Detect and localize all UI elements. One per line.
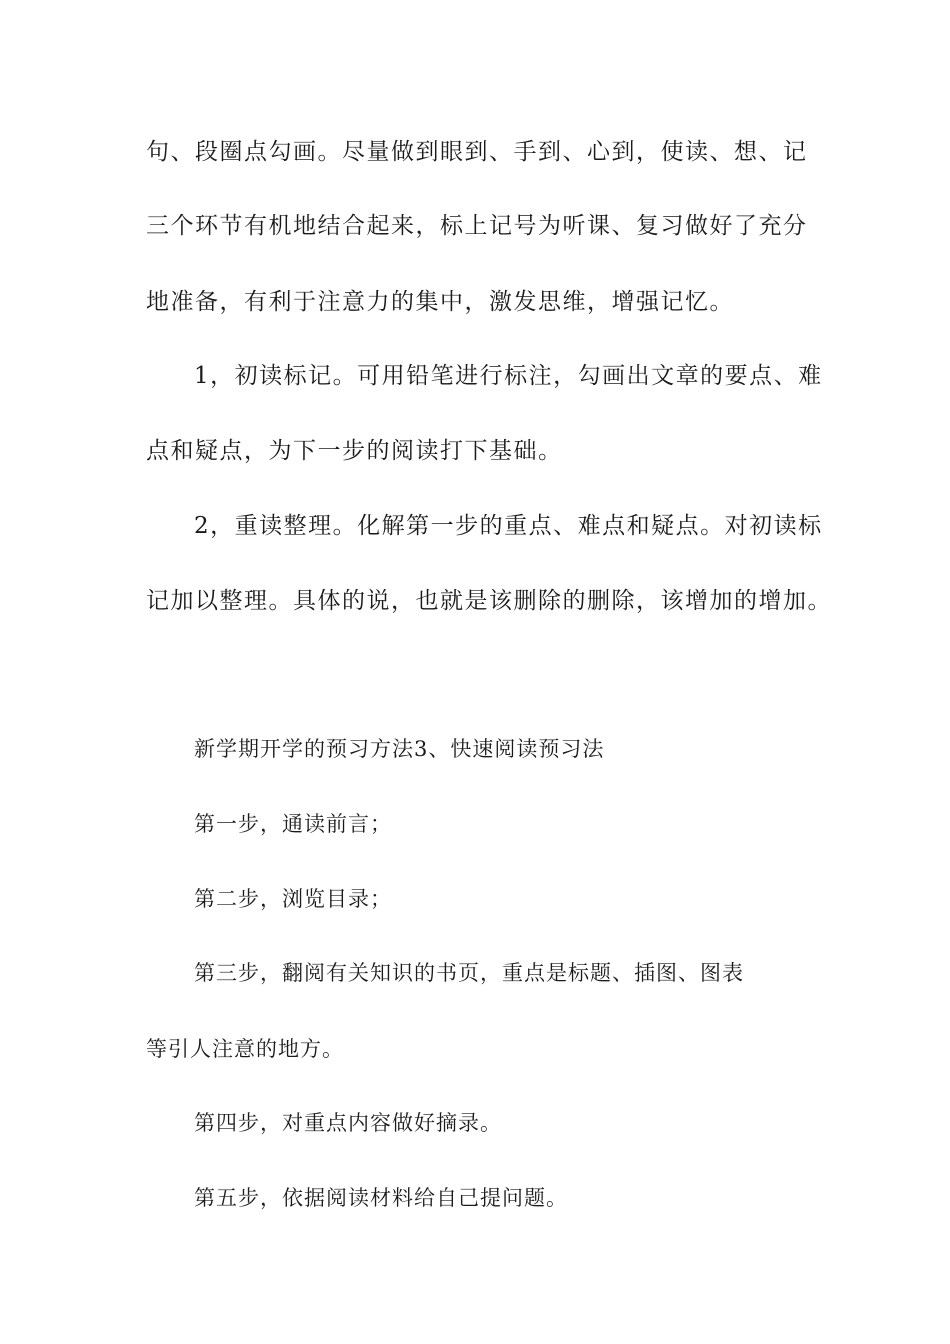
text-line: 第五步，依据阅读材料给自己提问题。 [194,1186,568,1210]
text-line: 等引人注意的地方。 [146,1037,344,1061]
text-line: 第一步，通读前言； [194,812,392,836]
text-line: 第四步，对重点内容做好摘录。 [194,1111,502,1135]
text-line: 第二步，浏览目录； [194,887,392,911]
text-line: 2，重读整理。化解第一步的重点、难点和疑点。对初读标 [194,513,823,539]
text-line: 1，初读标记。可用铅笔进行标注，勾画出文章的要点、难 [194,363,823,389]
section-heading: 新学期开学的预习方法3、快速阅读预习法 [194,737,605,761]
text-line: 第三步，翻阅有关知识的书页，重点是标题、插图、图表 [194,961,744,985]
text-line: 记加以整理。具体的说，也就是该删除的删除，该增加的增加。 [146,588,832,614]
text-line: 句、段圈点勾画。尽量做到眼到、手到、心到，使读、想、记 [146,139,808,165]
text-line: 地准备，有利于注意力的集中，激发思维，增强记忆。 [146,289,734,315]
text-line: 点和疑点，为下一步的阅读打下基础。 [146,438,563,464]
text-line: 三个环节有机地结合起来，标上记号为听课、复习做好了充分 [146,213,808,239]
